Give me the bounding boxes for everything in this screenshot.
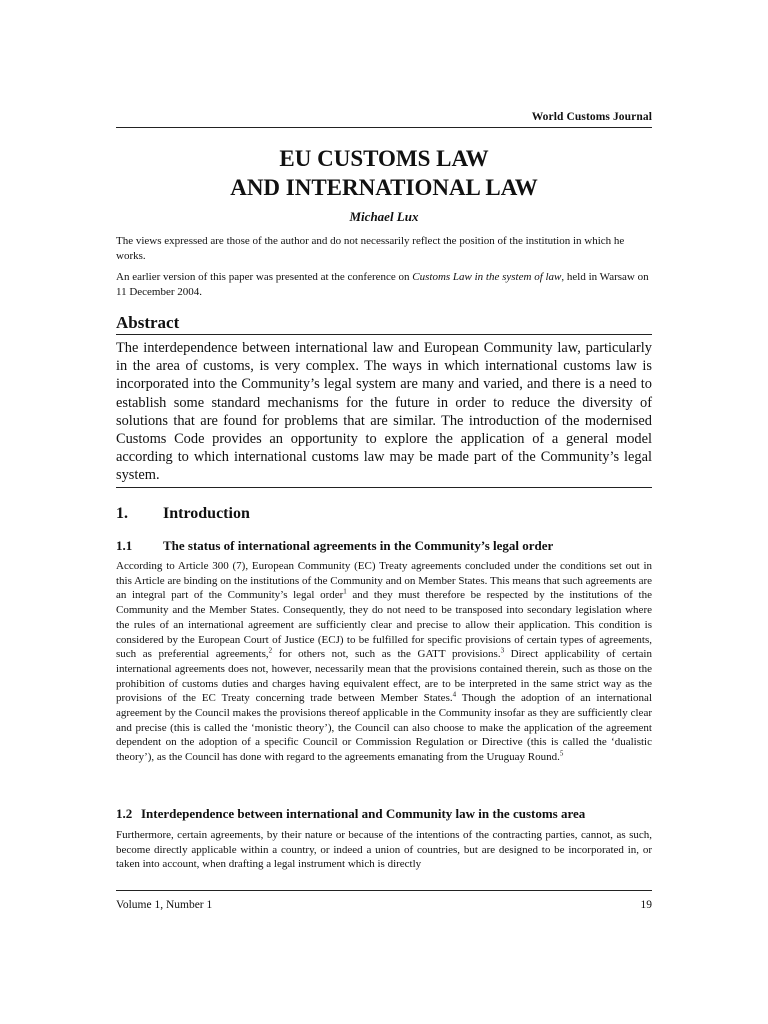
subsection-heading-1-1 bbox=[116, 538, 553, 554]
page-number: 19 bbox=[640, 899, 652, 911]
footer-rule bbox=[116, 890, 652, 891]
section-number: 1. bbox=[116, 505, 128, 522]
author-disclaimer: The views expressed are those of the author and do not necessarily reflect the position of the institution in which he works. bbox=[116, 235, 625, 262]
body-paragraph-1-1: According to Article 300 (7), European Community (EC) Treaty agreements concluded under the conditions set out in this Article are binding on the institutions of the Community and on Member States. This means that such agreements are an integral part of the Community’s legal order$^1$ and they must therefore be respected by the institutions of the Community and the Member States. Consequently, they do not need to be transposed into secondary legislation where the rules of an international agreement are sufficiently clear and precise to allow their application. This condition is considered by the European Court of Justice (ECJ) to be fulfilled for specific provisions of certain types of agreements, such as preferential agreements,$^2$ for others not, such as the GATT provisions.$^3$ Direct applicability of certain international agreements does not, however, necessarily mean that the provisions contained therein, such as those on the prohibition of customs duties and charges having equivalent effect, are to be interpreted in the same strict way as the provisions of the EC Treaty concerning trade between Member States.$^4$ Though the adoption of an international agreement by the Council makes the provisions thereof applicable in the Community insofar as they are sufficiently clear and precise (this is called the ‘monistic theory’), the Council can also choose to make the application of the agreement dependent on the adoption of a specific Council or Commission Regulation or Directive (this is called the ‘dualistic theory’), as the Council has done with regard to the agreements emanating from the Uruguay Round.$^5$ bbox=[116, 560, 652, 764]
footnote-ref: 1 bbox=[343, 587, 347, 596]
running-head: World Customs Journal bbox=[531, 111, 652, 123]
conference-note: An earlier version of this paper was presented at the conference on Customs Law in the system of law, held in Warsaw on 11 December 2004. bbox=[116, 271, 649, 298]
section-title: Introduction bbox=[163, 505, 250, 522]
page-footer bbox=[116, 899, 652, 911]
abstract-top-rule bbox=[116, 334, 652, 335]
body-paragraph-1-2: Furthermore, certain agreements, by their nature or because of the intentions of the contracting parties, cannot, as such, become directly applicable within a country, or indeed a union of countries, but are designed to be incorporated in, or taken into account, when drafting a legal instrument which is directly bbox=[116, 829, 652, 871]
conference-title: Customs Law in the system of law bbox=[412, 271, 562, 283]
subsection-heading-1-2 bbox=[116, 806, 585, 822]
footnote-ref: 4 bbox=[452, 690, 457, 699]
author-name: Michael Lux bbox=[349, 209, 419, 224]
subsection-title: Interdependence between international and Community law in the customs area bbox=[141, 806, 586, 821]
subsection-number: 1.2 bbox=[116, 806, 133, 821]
journal-page bbox=[116, 0, 652, 1024]
abstract-bottom-rule bbox=[116, 487, 652, 488]
subsection-number: 1.1 bbox=[116, 538, 133, 553]
article-title bbox=[116, 144, 652, 202]
footnote-ref: 2 bbox=[268, 646, 273, 655]
title-line-2: AND INTERNATIONAL LAW bbox=[230, 175, 538, 200]
volume-label: Volume 1, Number 1 bbox=[116, 899, 213, 911]
header-rule bbox=[116, 127, 652, 128]
title-line-1: EU CUSTOMS LAW bbox=[279, 146, 489, 171]
abstract-heading: Abstract bbox=[116, 313, 180, 332]
abstract-text: The interdependence between international law and European Community law, particularly in the area of customs, is very complex. The ways in which international customs law is incorporated into the Community’s legal system are many and varied, and there is a need to establish some standard mechanisms for the future in order to reduce the diversity of solutions that are found for problems that are similar. The introduction of the modernised Customs Code provides an opportunity to explore the application of a general model according to which international customs law may be made part of the Community’s legal system. bbox=[116, 340, 652, 484]
footnote-ref: 5 bbox=[559, 749, 564, 758]
footnote-ref: 3 bbox=[500, 646, 505, 655]
subsection-title: The status of international agreements in the Community’s legal order bbox=[163, 538, 554, 553]
section-heading bbox=[116, 505, 250, 523]
